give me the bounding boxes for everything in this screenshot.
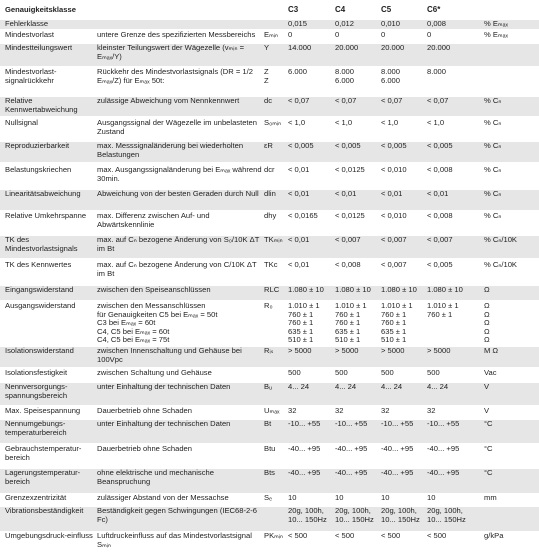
value-c6: 0,008 xyxy=(427,20,447,28)
parameter-unit: % Cₙ xyxy=(484,119,502,127)
value-c5: 10 xyxy=(381,494,390,502)
parameter-unit: V xyxy=(484,407,490,415)
value-c4: < 0,005 xyxy=(335,142,361,150)
parameter-name: Max. Speisespannung xyxy=(5,407,81,415)
parameter-description: max. Differenz zwischen Auf- und Abwärtskennlinie xyxy=(97,212,210,229)
value-c5: -40... +95 xyxy=(381,469,414,477)
value-c4: -10... +55 xyxy=(335,420,368,428)
value-c6: 20g, 100h, 10... 150Hz xyxy=(427,507,466,524)
value-c6: > 5000 xyxy=(427,347,451,355)
value-c5: 4... 24 xyxy=(381,383,403,391)
parameter-name: Eingangswiderstand xyxy=(5,286,74,294)
value-c6: 1.010 ± 1 760 ± 1 xyxy=(427,302,459,319)
value-c3: < 0,005 xyxy=(288,142,314,150)
parameter-name: TK des Kennwertes xyxy=(5,261,72,269)
value-c3: < 500 xyxy=(288,532,308,540)
parameter-symbol: Btu xyxy=(264,445,276,453)
value-c4: 1.010 ± 1 760 ± 1 760 ± 1 635 ± 1 510 ± 1 xyxy=(335,302,367,345)
parameter-description: Dauerbetrieb ohne Schaden xyxy=(97,407,192,415)
value-c5: < 0,010 xyxy=(381,166,407,174)
value-c4: 10 xyxy=(335,494,344,502)
value-c5: 32 xyxy=(381,407,390,415)
parameter-unit: % Eₘₐₓ xyxy=(484,31,508,39)
value-c4: < 0,007 xyxy=(335,236,361,244)
table-row xyxy=(0,261,539,282)
parameter-symbol: Bt xyxy=(264,420,272,428)
parameter-name: Relative Kennwertabweichung xyxy=(5,97,78,114)
table-row xyxy=(0,236,539,258)
parameter-description: zwischen den Messanschlüssen für Genauigkeiten C5 bei Eₘₐₓ = 50t C3 bei Eₘₐₓ = 60t C4, C5 bei Eₘₐₓ = 60t C4, C5 bei Eₘₐₓ = 75t xyxy=(97,302,218,345)
parameter-name: Nennversorgungs-spannungsbereich xyxy=(5,383,68,400)
parameter-name: TK des Mindestvorlastsignals xyxy=(5,236,78,253)
value-c3: 0,015 xyxy=(288,20,308,28)
parameter-symbol: Z Z xyxy=(264,68,269,85)
value-c3: 6.000 xyxy=(288,68,308,76)
parameter-unit: % Cₙ xyxy=(484,97,502,105)
value-c3: 1.010 ± 1 760 ± 1 760 ± 1 635 ± 1 510 ± 1 xyxy=(288,302,320,345)
parameter-unit: Vac xyxy=(484,369,497,377)
value-c4: -40... +95 xyxy=(335,469,368,477)
value-c4: < 0,008 xyxy=(335,261,361,269)
parameter-symbol: S₀ₘᵢₙ xyxy=(264,119,282,127)
parameter-unit: % Cₙ xyxy=(484,190,502,198)
value-c4: > 5000 xyxy=(335,347,359,355)
value-c3: -40... +95 xyxy=(288,469,321,477)
parameter-description: Beständigkeit gegen Schwingungen (IEC68-2-6 Fc) xyxy=(97,507,257,524)
table-row xyxy=(0,507,539,531)
parameter-symbol: Sₑ xyxy=(264,494,272,502)
value-c4: < 500 xyxy=(335,532,355,540)
parameter-description: zwischen Innenschaltung und Gehäuse bei 100Vpc xyxy=(97,347,242,364)
table-row xyxy=(0,494,539,506)
value-c3: < 0,01 xyxy=(288,166,310,174)
value-c5: < 0,010 xyxy=(381,212,407,220)
value-c3: 10 xyxy=(288,494,297,502)
value-c5: < 0,005 xyxy=(381,142,407,150)
parameter-description: kleinster Teilungswert der Wägezelle (vₘᵢₙ = Eₘₐₓ/Y) xyxy=(97,44,245,61)
value-c5: 0 xyxy=(381,31,386,39)
value-c6: 500 xyxy=(427,369,440,377)
value-c6: < 0,007 xyxy=(427,236,453,244)
value-c4: 8.000 6.000 xyxy=(335,68,355,85)
parameter-symbol: Y xyxy=(264,44,270,52)
value-c6: -40... +95 xyxy=(427,445,460,453)
value-c6: 8.000 xyxy=(427,68,447,76)
parameter-unit: % Cₙ/10K xyxy=(484,261,517,269)
value-c6: < 500 xyxy=(427,532,447,540)
parameter-description: unter Einhaltung der technischen Daten xyxy=(97,383,231,391)
value-c5: < 0,07 xyxy=(381,97,403,105)
parameter-symbol: Uₘₐₓ xyxy=(264,407,280,415)
value-c6: < 0,005 xyxy=(427,261,453,269)
parameter-unit: Ω xyxy=(484,286,490,294)
parameter-description: Luftdruckeinfluss auf das Mindestvorlastsignal Sₘᵢₙ xyxy=(97,532,252,549)
parameter-description: Ausgangssignal der Wägezelle im unbelasteten Zustand xyxy=(97,119,257,136)
table-row xyxy=(0,407,539,419)
parameter-name: Vibrationsbeständigkeit xyxy=(5,507,84,515)
value-c5: 20g, 100h, 10... 150Hz xyxy=(381,507,420,524)
table-row xyxy=(0,347,539,367)
value-c4: -40... +95 xyxy=(335,445,368,453)
parameter-unit: % Cₙ xyxy=(484,142,502,150)
parameter-name: Isolationsfestigkeit xyxy=(5,369,68,377)
parameter-symbol: dc xyxy=(264,97,273,105)
parameter-description: zwischen Schaltung und Gehäuse xyxy=(97,369,212,377)
parameter-unit: °C xyxy=(484,445,493,453)
value-c3: < 0,01 xyxy=(288,261,310,269)
value-c6: < 0,01 xyxy=(427,190,449,198)
parameter-symbol: dhy xyxy=(264,212,277,220)
parameter-name: Lagerungstemperatur-bereich xyxy=(5,469,81,486)
header-class-c3: C3 xyxy=(288,6,299,14)
value-c4: 0 xyxy=(335,31,340,39)
value-c6: 10 xyxy=(427,494,436,502)
value-c5: -40... +95 xyxy=(381,445,414,453)
parameter-unit: % Cₙ/10K xyxy=(484,236,517,244)
table-row xyxy=(0,190,539,210)
value-c3: 500 xyxy=(288,369,301,377)
table-row xyxy=(0,119,539,140)
parameter-unit: mm xyxy=(484,494,497,502)
value-c6: 1.080 ± 10 xyxy=(427,286,463,294)
value-c4: < 0,0125 xyxy=(335,212,365,220)
table-row xyxy=(0,212,539,233)
value-c5: 1.080 ± 10 xyxy=(381,286,417,294)
parameter-description: Abweichung von der besten Geraden durch Null xyxy=(97,190,259,198)
parameter-unit: % Cₙ xyxy=(484,166,502,174)
value-c5: < 0,007 xyxy=(381,261,407,269)
parameter-description: ohne elektrische und mechanische Beanspruchung xyxy=(97,469,214,486)
parameter-description: Dauerbetrieb ohne Schaden xyxy=(97,445,192,453)
value-c6: -10... +55 xyxy=(427,420,460,428)
parameter-description: max. Ausgangssignaländerung bei Eₘₐₓ während 30min. xyxy=(97,166,262,183)
value-c6: 20.000 xyxy=(427,44,451,52)
value-c3: < 0,0165 xyxy=(288,212,318,220)
parameter-name: Mindestvorlast xyxy=(5,31,54,39)
parameter-symbol: RLC xyxy=(264,286,280,294)
table-header xyxy=(0,6,539,18)
parameter-symbol: dlin xyxy=(264,190,276,198)
parameter-unit: V xyxy=(484,383,490,391)
parameter-symbol: TKₘᵢₙ xyxy=(264,236,283,244)
value-c3: 1.080 ± 10 xyxy=(288,286,324,294)
value-c5: < 0,007 xyxy=(381,236,407,244)
parameter-description: unter Einhaltung der technischen Daten xyxy=(97,420,231,428)
value-c6: < 0,008 xyxy=(427,212,453,220)
value-c4: 4... 24 xyxy=(335,383,357,391)
parameter-description: zwischen den Speiseanschlüssen xyxy=(97,286,211,294)
value-c3: > 5000 xyxy=(288,347,312,355)
parameter-name: Mindestteilungswert xyxy=(5,44,73,52)
header-class-c5: C5 xyxy=(381,6,392,14)
parameter-name: Linearitätsabweichung xyxy=(5,190,81,198)
parameter-description: Rückkehr des Mindestvorlastsignals (DR = 1/2 Eₘₐₓ/Z) für Eₘₐₓ 50t: xyxy=(97,68,253,85)
value-c3: 14.000 xyxy=(288,44,312,52)
value-c3: 4... 24 xyxy=(288,383,310,391)
parameter-unit: % Eₘₐₓ xyxy=(484,20,508,28)
parameter-unit: Ω Ω Ω Ω Ω xyxy=(484,302,490,345)
value-c6: < 0,005 xyxy=(427,142,453,150)
table-row xyxy=(0,142,539,162)
value-c3: -40... +95 xyxy=(288,445,321,453)
value-c5: 500 xyxy=(381,369,394,377)
value-c5: > 5000 xyxy=(381,347,405,355)
table-row xyxy=(0,44,539,66)
table-row xyxy=(0,469,539,493)
parameter-symbol: εR xyxy=(264,142,273,150)
parameter-description: max. auf Cₙ bezogene Änderung von S₀/10K ΔT im Bt xyxy=(97,236,260,253)
header-class-c6: C6* xyxy=(427,6,441,14)
value-c5: < 1,0 xyxy=(381,119,399,127)
value-c4: < 1,0 xyxy=(335,119,353,127)
table-row xyxy=(0,97,539,116)
value-c3: 32 xyxy=(288,407,297,415)
parameter-name: Nullsignal xyxy=(5,119,38,127)
value-c5: < 500 xyxy=(381,532,401,540)
value-c3: < 0,07 xyxy=(288,97,310,105)
parameter-symbol: Bᵤ xyxy=(264,383,272,391)
parameter-symbol: PKₘᵢₙ xyxy=(264,532,284,540)
value-c3: 0 xyxy=(288,31,293,39)
value-c6: < 1,0 xyxy=(427,119,445,127)
value-c4: 20.000 xyxy=(335,44,359,52)
value-c5: 8.000 6.000 xyxy=(381,68,401,85)
parameter-description: max. Messsignaländerung bei wiederholten Belastungen xyxy=(97,142,244,159)
parameter-symbol: Rᵢₛ xyxy=(264,347,274,355)
parameter-description: untere Grenze des spezifizierten Messbereichs xyxy=(97,31,256,39)
parameter-name: Mindestvorlast-signalrückkehr xyxy=(5,68,57,85)
parameter-name: Grenzexzentrizität xyxy=(5,494,67,502)
value-c3: 20g, 100h, 10... 150Hz xyxy=(288,507,327,524)
value-c3: < 0,01 xyxy=(288,236,310,244)
parameter-name: Reproduzierbarkeit xyxy=(5,142,70,150)
value-c4: 32 xyxy=(335,407,344,415)
parameter-symbol: dcr xyxy=(264,166,275,174)
parameter-unit: g/kPa xyxy=(484,532,504,540)
value-c6: < 0,008 xyxy=(427,166,453,174)
parameter-description: zulässiger Abstand von der Messachse xyxy=(97,494,229,502)
table-row xyxy=(0,445,539,468)
parameter-unit: °C xyxy=(484,469,493,477)
parameter-symbol: Bts xyxy=(264,469,275,477)
parameter-description: max. auf Cₙ bezogene Änderung von C/10K ΔT im Bt xyxy=(97,261,257,278)
table-row xyxy=(0,532,539,556)
value-c6: 32 xyxy=(427,407,436,415)
header-class-c4: C4 xyxy=(335,6,346,14)
parameter-symbol: TKc xyxy=(264,261,278,269)
parameter-name: Relative Umkehrspanne xyxy=(5,212,87,220)
parameter-description: zulässige Abweichung vom Nennkennwert xyxy=(97,97,240,105)
value-c3: < 1,0 xyxy=(288,119,306,127)
parameter-name: Umgebungsdruck-einfluss xyxy=(5,532,93,540)
parameter-name: Ausgangswiderstand xyxy=(5,302,76,310)
value-c4: < 0,01 xyxy=(335,190,357,198)
table-row xyxy=(0,166,539,188)
value-c4: < 0,07 xyxy=(335,97,357,105)
parameter-unit: °C xyxy=(484,420,493,428)
header-title: Genauigkeitsklasse xyxy=(5,6,76,14)
value-c3: < 0,01 xyxy=(288,190,310,198)
value-c4: 500 xyxy=(335,369,348,377)
value-c4: 20g, 100h, 10... 150Hz xyxy=(335,507,374,524)
value-c4: 1.080 ± 10 xyxy=(335,286,371,294)
value-c5: 0,010 xyxy=(381,20,401,28)
value-c5: -10... +55 xyxy=(381,420,414,428)
value-c6: 4... 24 xyxy=(427,383,449,391)
value-c5: 1.010 ± 1 760 ± 1 760 ± 1 635 ± 1 510 ± 1 xyxy=(381,302,413,345)
table-row xyxy=(0,20,539,29)
table-row xyxy=(0,383,539,405)
value-c3: -10... +55 xyxy=(288,420,321,428)
value-c4: 0,012 xyxy=(335,20,355,28)
parameter-name: Nennumgebungs-temperaturbereich xyxy=(5,420,67,437)
parameter-name: Gebrauchstemperatur-bereich xyxy=(5,445,82,462)
table-row xyxy=(0,68,539,95)
value-c5: < 0,01 xyxy=(381,190,403,198)
value-c6: 0 xyxy=(427,31,432,39)
parameter-name: Isolationswiderstand xyxy=(5,347,74,355)
table-row xyxy=(0,31,539,40)
value-c6: < 0,07 xyxy=(427,97,449,105)
table-row xyxy=(0,420,539,443)
table-row xyxy=(0,302,539,346)
parameter-unit: M Ω xyxy=(484,347,499,355)
table-row xyxy=(0,369,539,381)
parameter-unit: % Cₙ xyxy=(484,212,502,220)
parameter-symbol: R₀ xyxy=(264,302,273,310)
value-c6: -40... +95 xyxy=(427,469,460,477)
table-row xyxy=(0,286,539,300)
parameter-symbol: Eₘᵢₙ xyxy=(264,31,279,39)
value-c4: < 0,0125 xyxy=(335,166,365,174)
parameter-name: Belastungskriechen xyxy=(5,166,72,174)
parameter-name: Fehlerklasse xyxy=(5,20,49,28)
value-c5: 20.000 xyxy=(381,44,405,52)
